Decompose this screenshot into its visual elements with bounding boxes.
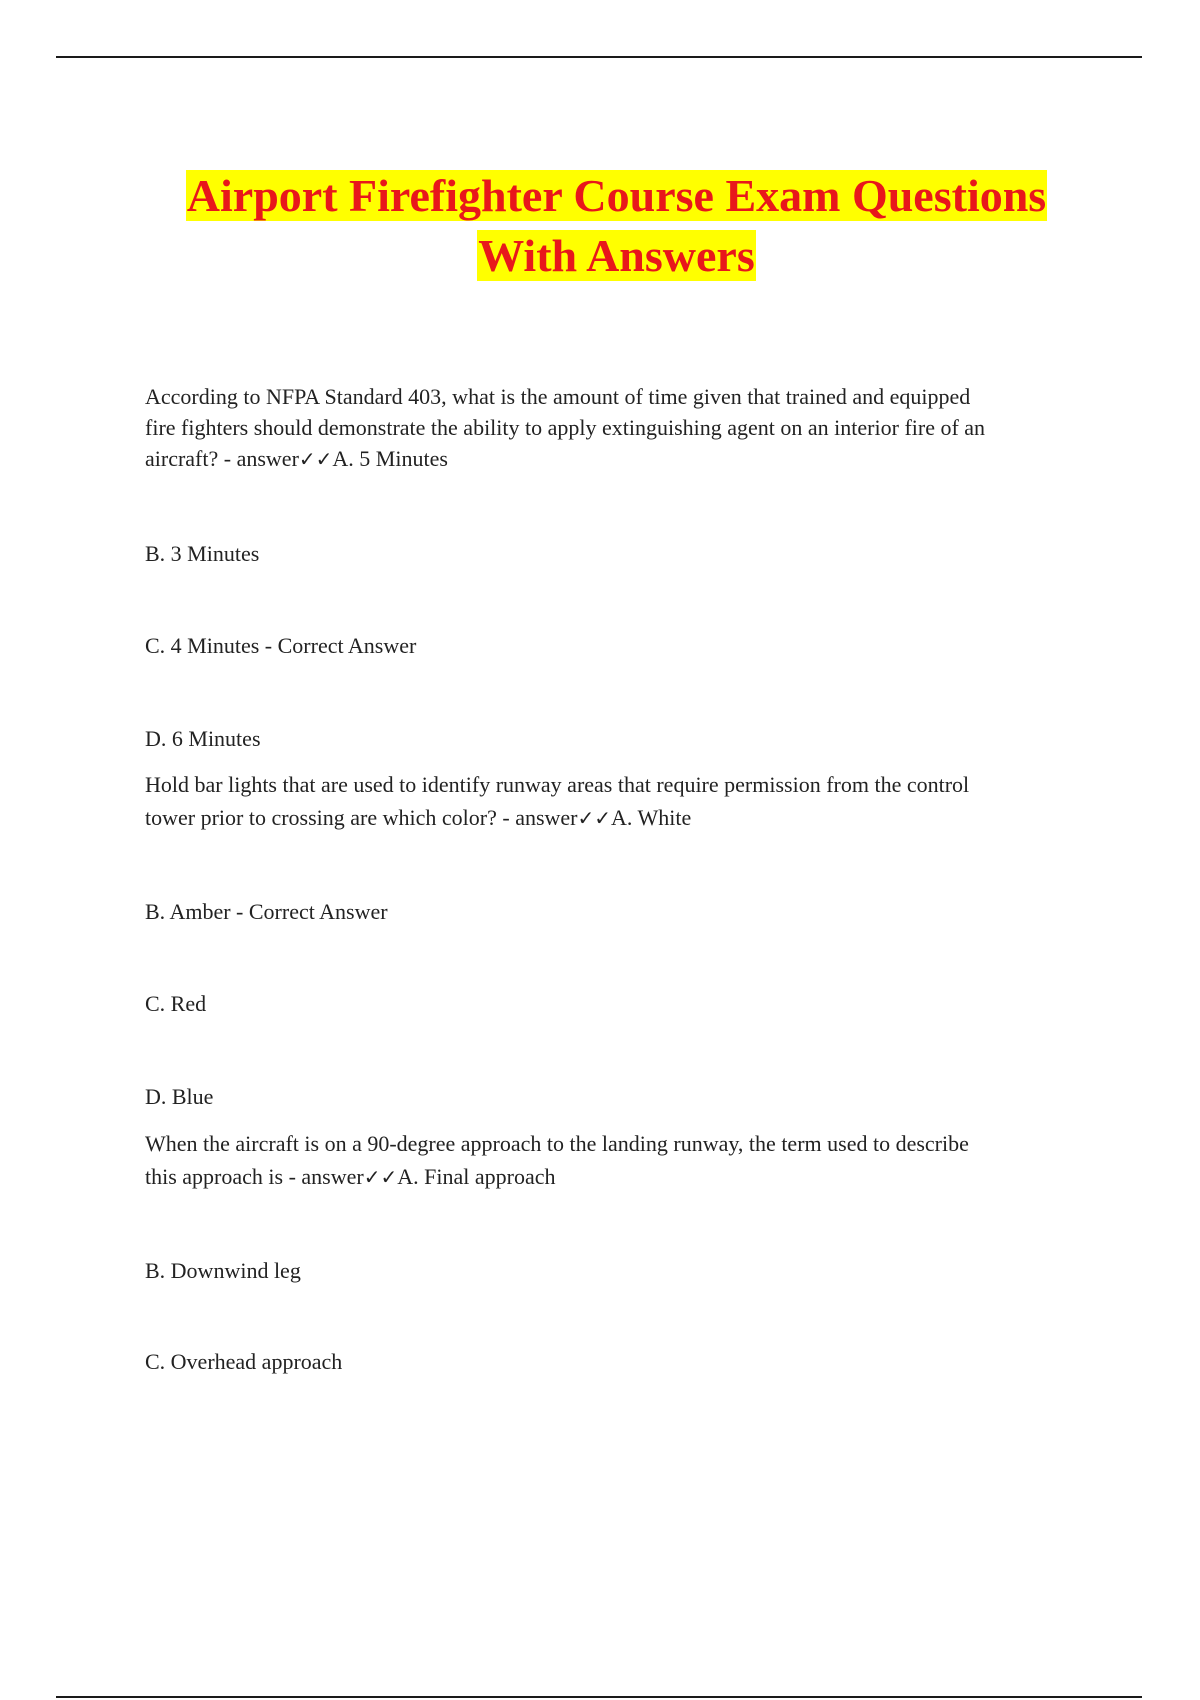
title-line-2: With Answers [478,230,755,281]
question-3-option-a: A. Final approach [397,1164,556,1189]
bottom-rule [56,1696,1142,1698]
question-1-line-2: fire fighters should demonstrate the ability to apply extinguishing agent on an interior fire of an [145,415,986,440]
question-3-prefix: this approach is - answer [145,1164,364,1189]
question-2-option-a: A. White [611,805,692,830]
document-title [100,166,1133,286]
question-1-option-c: C. 4 Minutes - Correct Answer [145,633,417,658]
question-2-option-b: B. Amber - Correct Answer [145,899,388,924]
question-3-option-c: C. Overhead approach [145,1349,343,1374]
check-mark-icon: ✓✓ [363,1165,398,1189]
question-3-line-2 [145,1161,1085,1193]
check-mark-icon: ✓✓ [298,447,333,471]
check-mark-icon: ✓✓ [577,806,612,830]
question-2-prefix: tower prior to crossing are which color? - answer [145,805,578,830]
question-3-line-1: When the aircraft is on a 90-degree approach to the landing runway, the term used to describe [145,1131,969,1156]
question-2-option-d: D. Blue [145,1084,214,1109]
top-rule [56,56,1142,58]
question-2-line-2 [145,802,1085,834]
title-line-1: Airport Firefighter Course Exam Questions [186,170,1047,221]
question-1-prefix: aircraft? - answer [145,446,299,471]
question-3-option-b: B. Downwind leg [145,1258,301,1283]
question-2-option-c: C. Red [145,991,207,1016]
question-1-line-1: According to NFPA Standard 403, what is the amount of time given that trained and equipped [145,384,971,409]
question-1-option-d: D. 6 Minutes [145,726,261,751]
question-1-option-a: A. 5 Minutes [332,446,448,471]
question-1-line-3 [145,443,1085,475]
question-2-line-1: Hold bar lights that are used to identify runway areas that require permission from the control [145,772,970,797]
question-1-option-b: B. 3 Minutes [145,541,260,566]
